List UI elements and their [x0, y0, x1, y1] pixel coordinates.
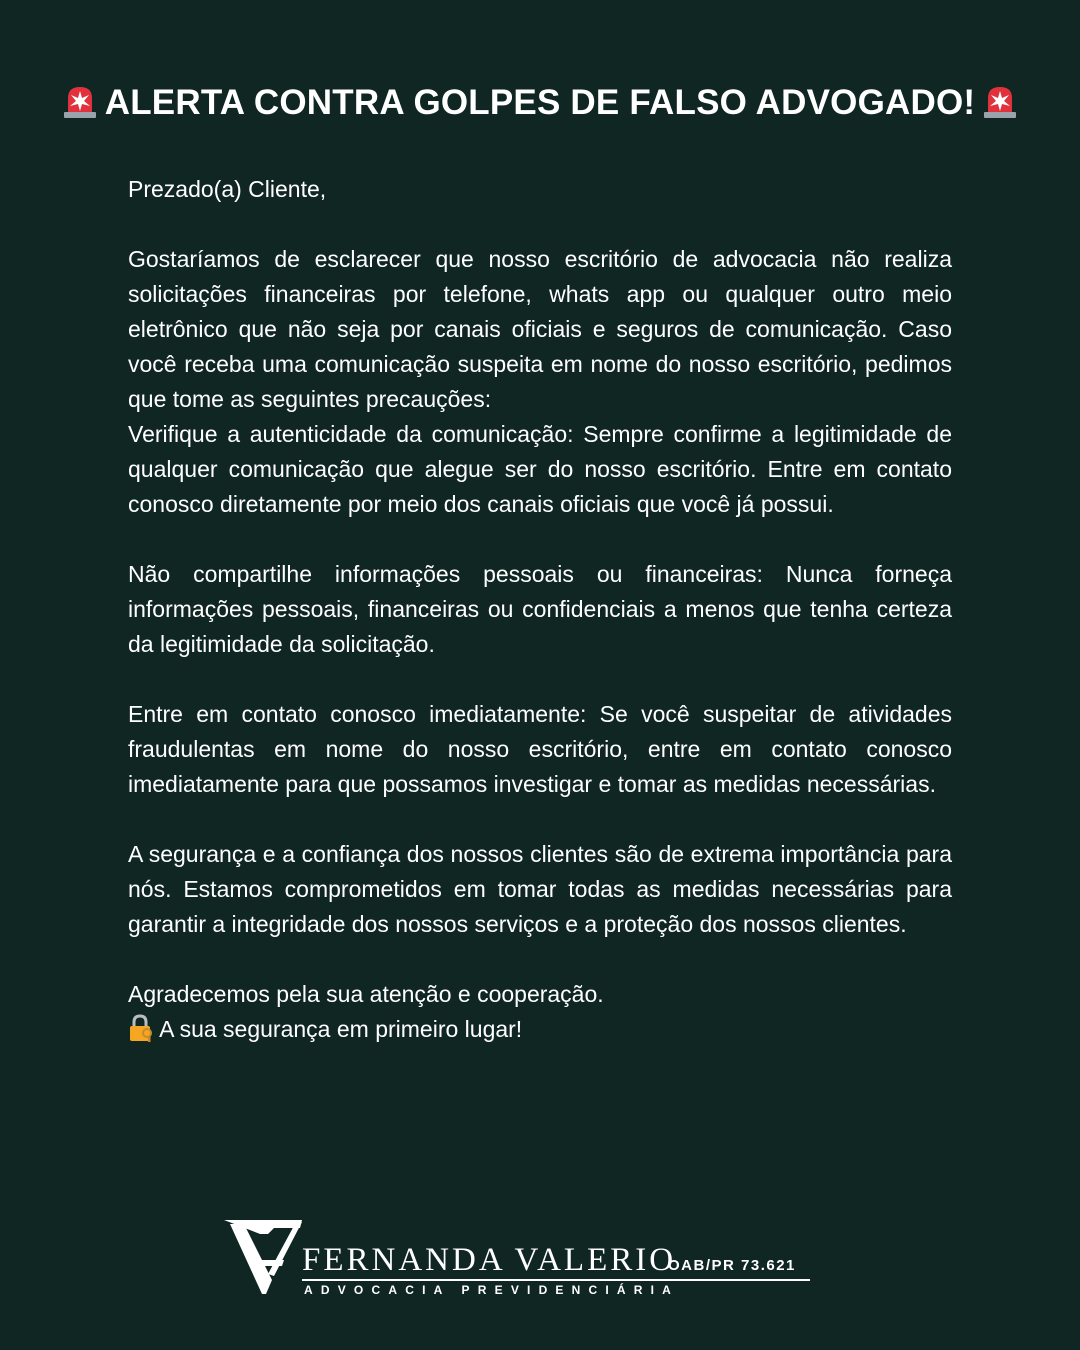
- locked-with-key-icon: [128, 1014, 154, 1042]
- tagline: [128, 1012, 952, 1047]
- closing: Agradecemos pela sua atenção e cooperação.: [128, 981, 604, 1007]
- paragraph-security: A segurança e a confiança dos nossos clientes são de extrema importância para nós. Estamos comprometidos em tomar todas as medidas necessárias para garantir a integridade dos nossos serviços e a proteção dos nossos clientes.: [128, 841, 952, 937]
- paragraph-intro: Gostaríamos de esclarecer que nosso escritório de advocacia não realiza solicitações financeiras por telefone, whats app ou qualquer outro meio eletrônico que não seja por canais oficiais e seguros de comunicação. Caso você receba uma comunicação suspeita em nome do nosso escritório, pedimos que tome as seguintes precauções:: [128, 246, 952, 412]
- firm-name: FERNANDA VALERIO: [302, 1242, 677, 1278]
- police-siren-icon: [981, 82, 1019, 120]
- greeting: Prezado(a) Cliente,: [128, 176, 327, 202]
- firm-logo: [222, 1216, 822, 1306]
- page-title: [0, 78, 1080, 128]
- firm-subtitle: ADVOCACIA PREVIDENCIÁRIA: [304, 1283, 680, 1297]
- paragraph-no-share: Não compartilhe informações pessoais ou financeiras: Nunca forneça informações pessoais, financeiras ou confidenciais a menos que tenha certeza da legitimidade da solicitação.: [128, 561, 952, 657]
- letter-body: [128, 172, 952, 1047]
- paragraph-contact: Entre em contato conosco imediatamente: Se você suspeitar de atividades fraudulentas em nome do nosso escritório, entre em contato conosco imediatamente para que possamos investigar e tomar as medidas necessárias.: [128, 701, 952, 797]
- fv-monogram-icon: [222, 1216, 304, 1298]
- tagline-text: A sua segurança em primeiro lugar!: [159, 1016, 523, 1042]
- logo-divider: [302, 1279, 810, 1281]
- police-siren-icon: [61, 82, 99, 120]
- alert-title-text: ALERTA CONTRA GOLPES DE FALSO ADVOGADO!: [104, 83, 976, 122]
- paragraph-verify: Verifique a autenticidade da comunicação: Sempre confirme a legitimidade de qualquer comunicação que alegue ser do nosso escritório. Entre em contato conosco diretamente por meio dos canais oficiais que você já possui.: [128, 421, 952, 517]
- oab-number: OAB/PR 73.621: [668, 1257, 796, 1274]
